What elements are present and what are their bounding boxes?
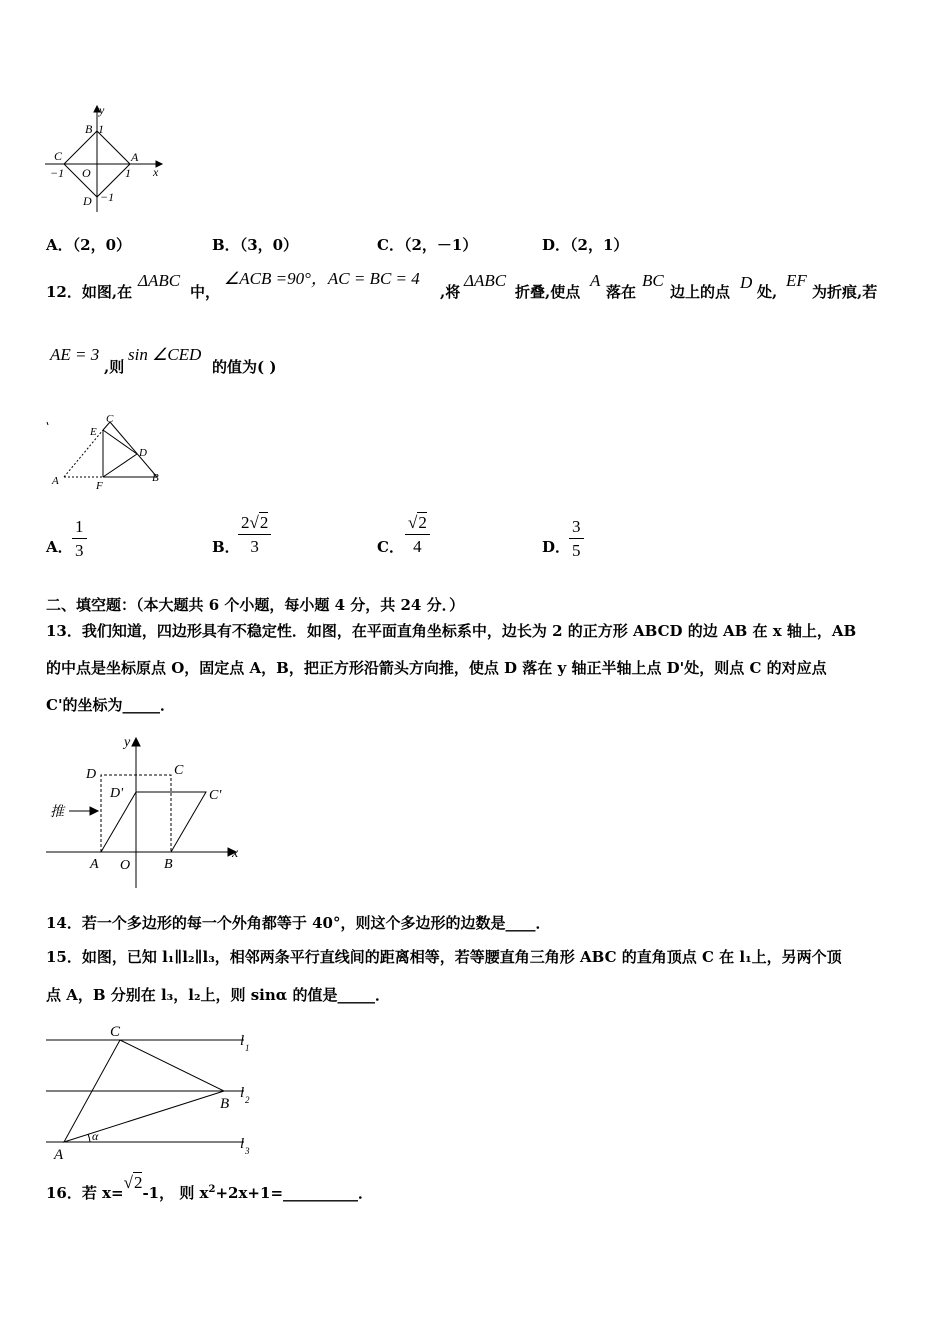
b-value: 1 [98, 122, 104, 136]
label-b: B [164, 857, 173, 872]
q12-text-6: 处, [757, 283, 778, 301]
fold-line-ae [64, 430, 103, 477]
origin-o: O [82, 166, 91, 180]
q12-text-3: 折叠,使点 [515, 283, 581, 301]
q14-text: 14．若一个多边形的每一个外角都等于 40°，则这个多边形的边数是____． [46, 914, 551, 932]
label-l2-sub: 2 [245, 1095, 250, 1105]
q12-math-bc: BC [642, 271, 664, 290]
label-a: A [90, 857, 99, 872]
label-c: C [174, 763, 184, 778]
q12-text-9: 的值为( ) [212, 358, 277, 376]
push-label: 推 [50, 804, 64, 820]
label-l3-sub: 3 [245, 1146, 250, 1156]
point-c: C [54, 149, 63, 163]
label-b: B [220, 1096, 230, 1112]
q12-option-a-fraction[interactable]: $\frac{1}{3}$ [72, 518, 87, 559]
label-c: C [106, 413, 114, 425]
point-d: D [83, 194, 92, 208]
q15-figure [44, 1020, 264, 1162]
q13-line-1: 13．我们知道，四边形具有不稳定性．如图，在平面直角坐标系中，边长为 2 的正方形 ABCD 的边 AB 在 x 轴上，AB [46, 622, 857, 640]
q12-option-a[interactable]: A． [46, 538, 73, 556]
label-l1-sub: 1 [245, 1043, 250, 1053]
label-b: B [152, 472, 159, 484]
label-c: C [110, 1024, 121, 1040]
label-a: A [54, 1147, 64, 1162]
angle-alpha-arc [88, 1134, 90, 1142]
q12-option-b[interactable]: B． [212, 538, 240, 556]
q12-option-d[interactable]: D． [542, 538, 571, 556]
q11-option-c[interactable]: C．（2，－1） [377, 236, 478, 254]
q13-figure [44, 730, 254, 890]
label-e: E [90, 426, 97, 438]
point-a: A [131, 150, 139, 164]
x-label: x [232, 846, 239, 861]
label-f: F [96, 480, 103, 492]
q11-figure [40, 100, 170, 215]
label-alpha: α [92, 1129, 99, 1143]
q12-math-sin: sin ∠CED [128, 345, 202, 364]
q11-option-d[interactable]: D．（2，1） [542, 236, 629, 254]
tick-mark [47, 422, 48, 425]
q12-option-c[interactable]: C． [377, 538, 404, 556]
label-o: O [120, 858, 131, 873]
q12-math-d: D [740, 273, 753, 292]
q15-line-1: 15．如图，已知 l₁∥l₂∥l₃，相邻两条平行直线间的距离相等，若等腰直角三角形 ABC 的直角顶点 C 在 l₁上，另两个顶 [46, 948, 842, 966]
label-l3: l [240, 1136, 245, 1152]
q13-line-3: C'的坐标为_____． [46, 696, 176, 714]
parallelogram [101, 792, 206, 852]
q16-text: 16．若 x=√2-1， 则 $x^2+2x+1=\_\_\_\_\_\_\_\_\_\_$． [46, 1173, 374, 1202]
q12-math-ae: AE = 3 [50, 345, 100, 364]
q12-option-d-fraction[interactable]: $\frac{3}{5}$ [569, 518, 584, 559]
q12-text-5: 边上的点 [670, 283, 731, 301]
label-d: D [86, 767, 97, 782]
q12-option-c-fraction[interactable]: $\frac{√2}{4}$ [405, 514, 430, 555]
section-2-title: 二、填空题：（本大题共 6 个小题，每小题 4 分，共 24 分．） [46, 596, 465, 614]
y-label: y [99, 103, 105, 117]
q12-number: 12．如图,在 [46, 283, 133, 301]
label-d: D [139, 447, 147, 459]
y-label: y [124, 735, 131, 750]
q15-line-2: 点 A，B 分别在 l₃，l₂上，则 sinα 的值是_____． [46, 986, 391, 1004]
q13-line-2: 的中点是坐标原点 O，固定点 A，B，把正方形沿箭头方向推，使点 D 落在 y 轴正半轴上点 D'处，则点 C 的对应点 [46, 659, 827, 677]
q12-math-a: A [590, 271, 601, 290]
neg1-left: −1 [50, 166, 65, 180]
label-c-prime: C' [209, 788, 222, 803]
q12-text-7: 为折痕,若 [812, 283, 878, 301]
side-cb [110, 422, 157, 477]
neg1-bottom: −1 [100, 190, 115, 204]
q12-text-1: 中， [190, 283, 221, 301]
y-axis-arrow [132, 738, 140, 746]
label-d-prime: D' [110, 786, 124, 801]
label-l1: l [240, 1033, 245, 1049]
q12-text-2: ,将 [440, 283, 461, 301]
label-l2: l [240, 1085, 245, 1101]
q12-text-8: ,则 [104, 358, 125, 376]
x-label: x [153, 165, 159, 179]
q12-text-4: 落在 [606, 283, 637, 301]
segment-fd [103, 454, 137, 477]
q12-math-triangle-2: ΔABC [464, 271, 507, 290]
q12-math-ef: EF [786, 271, 807, 290]
q12-math-triangle: ΔABC [138, 271, 181, 290]
q11-option-b[interactable]: B．（3，0） [212, 236, 299, 254]
point-b: B [85, 122, 93, 136]
one-right: 1 [125, 166, 131, 180]
push-arrow-head [90, 807, 98, 815]
q12-figure [44, 410, 174, 492]
q11-option-a[interactable]: A．（2，0） [46, 236, 132, 254]
q12-option-b-fraction[interactable]: $\frac{2√2}{3}$ [238, 514, 271, 555]
label-a: A [52, 475, 59, 487]
q12-math-angle: ∠ACB =90°，AC = BC = 4 [224, 269, 420, 288]
